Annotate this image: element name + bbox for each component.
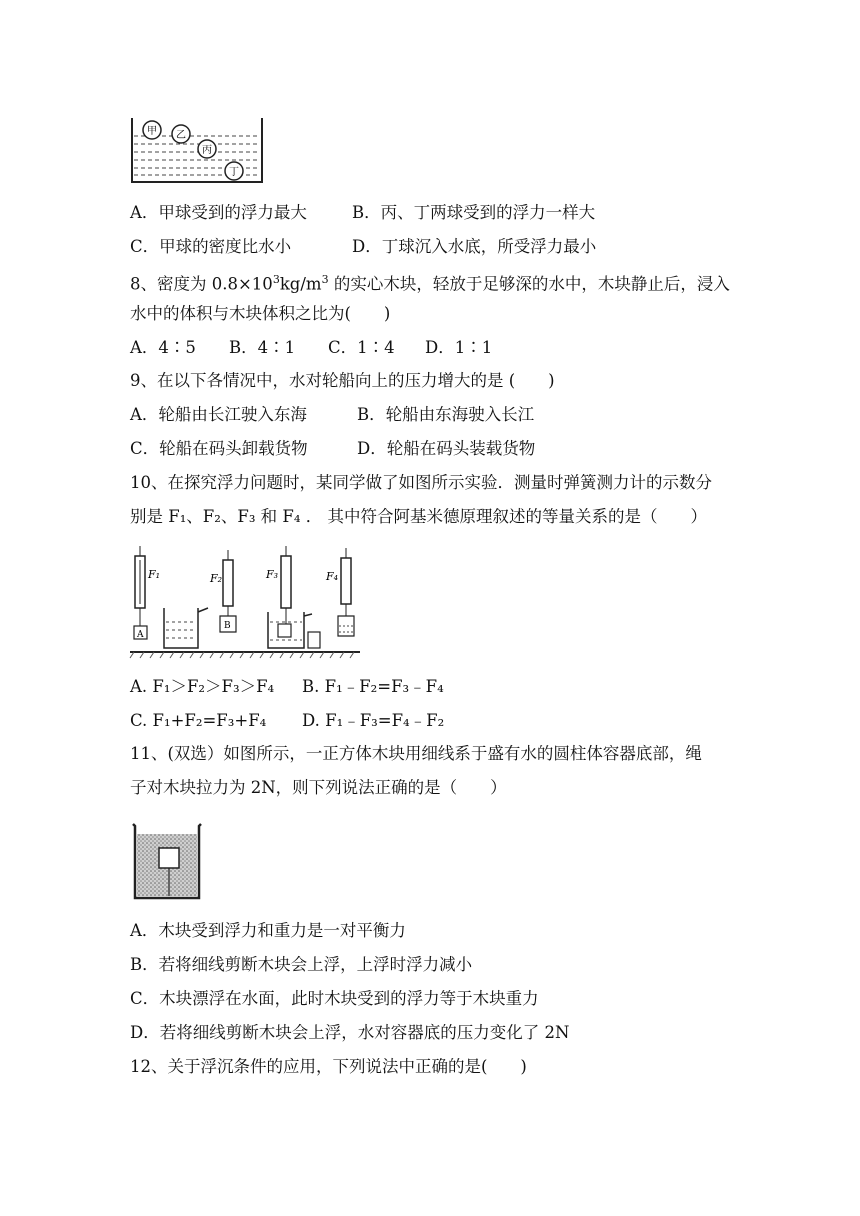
spring-scale-3 <box>281 546 291 624</box>
label-bing: 丙 <box>202 145 212 156</box>
q9-option-a[interactable]: A．轮船由长江驶入东海 <box>130 405 307 424</box>
label-f2: F₂ <box>210 572 223 585</box>
q7-option-b[interactable]: B．丙、丁两球受到的浮力一样大 <box>352 203 596 222</box>
label-f1: F₁ <box>148 568 161 581</box>
q9-stem: 9、在以下各情况中，水对轮船向上的压力增大的是 ( ) <box>130 371 555 390</box>
figure-block-in-container <box>130 822 204 902</box>
q8-option-c[interactable]: C．1∶4 <box>328 338 395 357</box>
spring-scale-2 <box>220 550 236 632</box>
q12-stem: 12、关于浮沉条件的应用，下列说法中正确的是( ) <box>130 1057 527 1076</box>
q11-stem-line1: 11、(双选）如图所示，一正方体木块用细线系于盛有水的圆柱体容器底部，绳 <box>130 744 702 763</box>
q7-option-a[interactable]: A．甲球受到的浮力最大 <box>130 203 307 222</box>
q10-option-d[interactable]: D. F₁﹣F₃=F₄﹣F₂ <box>302 711 445 730</box>
label-yi: 乙 <box>176 130 186 141</box>
q10-option-a[interactable]: A. F₁＞F₂＞F₃＞F₄ <box>130 677 275 696</box>
q10-stem-line2: 别是 F₁、F₂、F₃ 和 F₄ ． 其中符合阿基米德原理叙述的等量关系的是（ ） <box>130 507 707 526</box>
label-ding: 丁 <box>229 167 239 178</box>
q7-option-c[interactable]: C．甲球的密度比水小 <box>130 237 292 256</box>
q11-option-c[interactable]: C．木块漂浮在水面，此时木块受到的浮力等于木块重力 <box>130 989 539 1008</box>
q11-option-b[interactable]: B．若将细线剪断木块会上浮，上浮时浮力减小 <box>130 955 473 974</box>
q11-stem-line2: 子对木块拉力为 2N，则下列说法正确的是（ ） <box>130 778 507 797</box>
q10-option-b[interactable]: B. F₁﹣F₂=F₃﹣F₄ <box>302 677 444 696</box>
label-f3: F₃ <box>266 568 279 581</box>
label-jia: 甲 <box>147 126 157 137</box>
q9-option-d[interactable]: D．轮船在码头装载货物 <box>357 439 536 458</box>
q7-option-d[interactable]: D．丁球沉入水底，所受浮力最小 <box>352 237 597 256</box>
label-block-a: A <box>137 630 144 640</box>
q11-option-d[interactable]: D．若将细线剪断木块会上浮，水对容器底的压力变化了 2N <box>130 1023 570 1042</box>
figure-spring-scale-experiment <box>128 544 362 660</box>
q9-option-b[interactable]: B．轮船由东海驶入长江 <box>357 405 535 424</box>
q8-stem-line1: 8、密度为 $0.8\times 10^3kg/m^3$ 的实心木块，轻放于足够深的水中，木块静止后，浸入 <box>130 273 730 294</box>
q11-option-a[interactable]: A．木块受到浮力和重力是一对平衡力 <box>130 921 406 940</box>
label-bucket-b: B <box>224 621 231 631</box>
figure-balls-in-water <box>128 112 268 188</box>
q8-option-a[interactable]: A．4∶5 <box>130 338 196 357</box>
q8-stem-line2: 水中的体积与木块体积之比为( ) <box>130 304 391 323</box>
q8-option-b[interactable]: B．4∶1 <box>229 338 296 357</box>
q10-option-c[interactable]: C. F₁+F₂=F₃+F₄ <box>130 711 267 730</box>
spring-scale-4 <box>338 548 354 636</box>
label-f4: F₄ <box>326 570 339 583</box>
spring-scale-1 <box>134 546 147 639</box>
q8-option-d[interactable]: D．1∶1 <box>425 338 493 357</box>
q10-stem-line1: 10、在探究浮力问题时，某同学做了如图所示实验．测量时弹簧测力计的示数分 <box>130 473 712 492</box>
q9-option-c[interactable]: C．轮船在码头卸载货物 <box>130 439 308 458</box>
